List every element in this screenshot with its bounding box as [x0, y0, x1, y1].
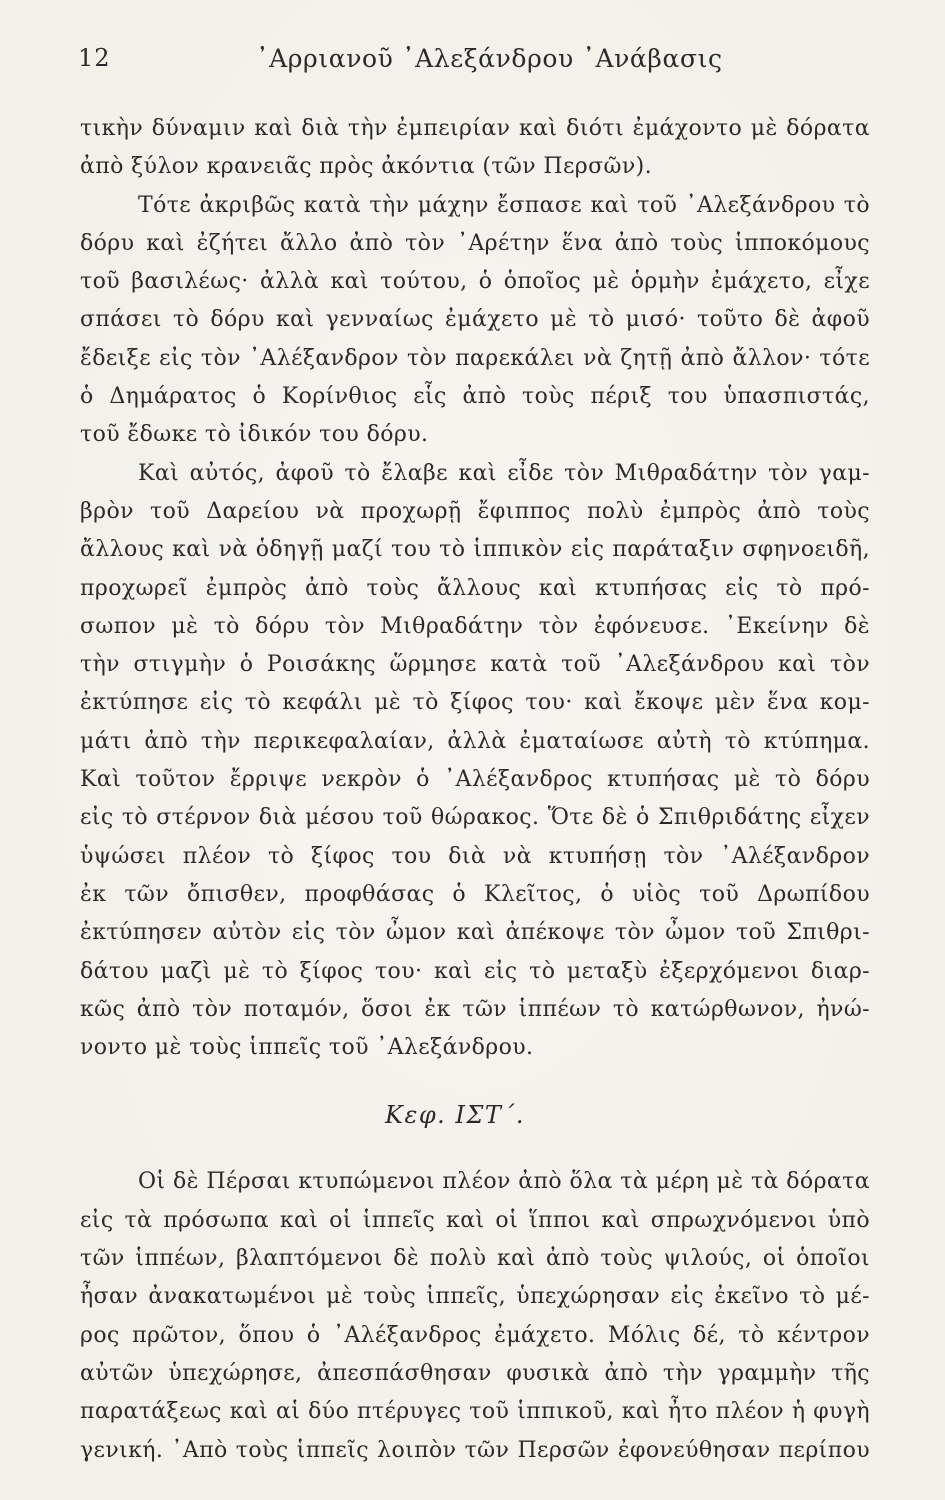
text-line: δάτου μαζὶ μὲ τὸ ξίφος του· καὶ εἰς τὸ μεταξὺ ἐξερχόμενοι διαρ-: [80, 958, 870, 984]
text-line: ἐκ τῶν ὄπισθεν, προφθάσας ὁ Κλεῖτος, ὁ υἱὸς τοῦ Δρωπίδου: [80, 881, 870, 907]
paragraph-3: [80, 455, 870, 1068]
paragraph-4: [80, 1163, 870, 1469]
text-line: τὴν στιγμὴν ὁ Ροισάκης ὥρμησε κατὰ τοῦ ᾿Αλεξάνδρου καὶ τὸν: [80, 652, 870, 678]
text-line: Τότε ἀκριβῶς κατὰ τὴν μάχην ἔσπασε καὶ τοῦ ᾿Αλεξάνδρου τὸ: [138, 192, 870, 218]
text-line: Καὶ τοῦτον ἔρριψε νεκρὸν ὁ ᾿Αλέξανδρος κτυπήσας μὲ τὸ δόρυ: [80, 767, 870, 793]
chapter-heading: Κεφ. ΙΣΤ΄.: [385, 1101, 525, 1130]
text-line: δόρυ καὶ ἐζήτει ἄλλο ἀπὸ τὸν ᾿Αρέτην ἕνα ἀπὸ τοὺς ἱπποκόμους: [80, 230, 870, 256]
text-line: βρὸν τοῦ Δαρείου νὰ προχωρῇ ἔφιππος πολὺ ἐμπρὸς ἀπὸ τοὺς: [80, 498, 870, 524]
page-header: [78, 44, 868, 78]
paragraph-1: [80, 110, 870, 187]
text-line: παρατάξεως καὶ αἱ δύο πτέρυγες τοῦ ἱππικοῦ, καὶ ἦτο πλέον ἡ φυγὴ: [80, 1399, 870, 1425]
text-line: εἰς τὰ πρόσωπα καὶ οἱ ἱππεῖς καὶ οἱ ἵπποι καὶ σπρωχνόμενοι ὑπὸ: [80, 1207, 870, 1233]
text-line: Οἱ δὲ Πέρσαι κτυπώμενοι πλέον ἀπὸ ὅλα τὰ μέρη μὲ τὰ δόρατα: [138, 1169, 870, 1195]
text-line: ἄλλους καὶ νὰ ὁδηγῇ μαζί του τὸ ἱππικὸν εἰς παράταξιν σφηνοειδῆ,: [80, 537, 870, 563]
text-line: τοῦ βασιλέως· ἀλλὰ καὶ τούτου, ὁ ὁποῖος μὲ ὁρμὴν ἐμάχετο, εἶχε: [80, 269, 870, 295]
text-line: τῶν ἱππέων, βλαπτόμενοι δὲ πολὺ καὶ ἀπὸ τοὺς ψιλούς, οἱ ὁποῖοι: [80, 1246, 870, 1272]
text-line: Καὶ αὐτός, ἀφοῦ τὸ ἔλαβε καὶ εἶδε τὸν Μιθραδάτην τὸν γαμ-: [138, 460, 870, 486]
running-title: ᾿Αρριανοῦ ᾿Αλεξάνδρου ᾿Ανάβασις: [256, 44, 723, 73]
text-line: ἔδειξε εἰς τὸν ᾿Αλέξανδρον τὸν παρεκάλει νὰ ζητῇ ἀπὸ ἄλλον· τότε: [80, 345, 870, 371]
text-line: κῶς ἀπὸ τὸν ποταμόν, ὅσοι ἐκ τῶν ἱππέων τὸ κατώρθωνον, ἠνώ-: [80, 996, 870, 1022]
text-line: σπάσει τὸ δόρυ καὶ γενναίως ἐμάχετο μὲ τὸ μισό· τοῦτο δὲ ἀφοῦ: [80, 307, 870, 333]
text-line: σωπον μὲ τὸ δόρυ τὸν Μιθραδάτην τὸν ἐφόνευσε. ᾿Εκείνην δὲ: [80, 613, 870, 639]
text-line: ρος πρῶτον, ὅπου ὁ ᾿Αλέξανδρος ἐμάχετο. Μόλις δέ, τὸ κέντρον: [80, 1322, 870, 1348]
text-line: προχωρεῖ ἐμπρὸς ἀπὸ τοὺς ἄλλους καὶ κτυπήσας εἰς τὸ πρό-: [80, 575, 870, 601]
text-line: τικὴν δύναμιν καὶ διὰ τὴν ἐμπειρίαν καὶ διότι ἐμάχοντο μὲ δόρατα: [80, 116, 870, 141]
text-line: ἀπὸ ξύλον κρανειᾶς πρὸς ἀκόντια (τῶν Περσῶν).: [80, 154, 653, 180]
body-text: [80, 110, 870, 1470]
text-line: ὑψώσει πλέον τὸ ξίφος του διὰ νὰ κτυπήσῃ τὸν ᾿Αλέξανδρον: [80, 843, 870, 869]
text-line: ἦσαν ἀνακατωμένοι μὲ τοὺς ἱππεῖς, ὑπεχώρησαν εἰς ἐκεῖνο τὸ μέ-: [80, 1284, 870, 1310]
text-line: ὁ Δημάρατος ὁ Κορίνθιος εἷς ἀπὸ τοὺς πέριξ του ὑπασπιστάς,: [80, 384, 870, 410]
text-line: ἐκτύπησεν αὐτὸν εἰς τὸν ὦμον καὶ ἀπέκοψε τὸν ὦμον τοῦ Σπιθρι-: [80, 920, 870, 946]
text-line: τοῦ ἔδωκε τὸ ἰδικόν του δόρυ.: [80, 422, 429, 448]
text-line: γενική. ᾿Απὸ τοὺς ἱππεῖς λοιπὸν τῶν Περσῶν ἐφονεύθησαν περίπου: [80, 1437, 870, 1463]
paragraph-2: [80, 187, 870, 455]
text-line: αὐτῶν ὑπεχώρησε, ἀπεσπάσθησαν φυσικὰ ἀπὸ τὴν γραμμὴν τῆς: [80, 1360, 870, 1386]
page-number: 12: [78, 44, 111, 72]
text-line: μάτι ἀπὸ τὴν περικεφαλαίαν, ἀλλὰ ἐματαίωσε αὐτὴ τὸ κτύπημα.: [80, 728, 870, 754]
text-line: νοντο μὲ τοὺς ἱππεῖς τοῦ ᾿Αλεξάνδρου.: [80, 1035, 534, 1061]
text-line: εἰς τὸ στέρνον διὰ μέσου τοῦ θώρακος. Ὅτε δὲ ὁ Σπιθριδάτης εἶχεν: [80, 805, 870, 831]
text-line: ἐκτύπησε εἰς τὸ κεφάλι μὲ τὸ ξίφος του· καὶ ἔκοψε μὲν ἕνα κομ-: [80, 690, 870, 716]
